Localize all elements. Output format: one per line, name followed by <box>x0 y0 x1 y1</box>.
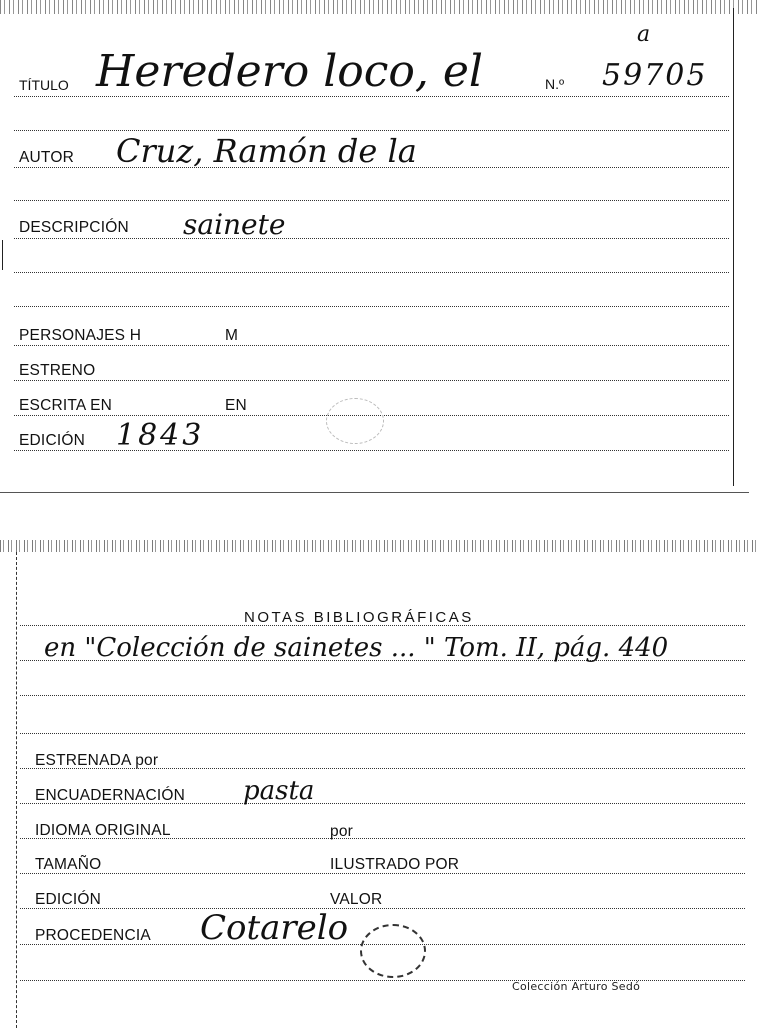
tamano-label: TAMAÑO <box>35 856 102 873</box>
edicion-label: EDICIÓN <box>19 432 85 449</box>
descripcion-label: DESCRIPCIÓN <box>19 219 129 236</box>
descripcion-value: sainete <box>183 208 286 241</box>
personajes-m-label: M <box>225 327 239 344</box>
encuadernacion-label: ENCUADERNACIÓN <box>35 787 186 804</box>
numero-value: 59705 <box>602 58 708 93</box>
estrenada-label: ESTRENADA por <box>35 752 159 769</box>
escrita-en-location-label: EN <box>225 397 247 414</box>
row-line <box>14 306 729 307</box>
card-left-mark <box>2 240 3 270</box>
row-line <box>20 695 745 696</box>
faint-stamp-mark <box>326 398 384 444</box>
row-line <box>20 733 745 734</box>
notas-bibliograficas-heading: NOTAS BIBLIOGRÁFICAS <box>244 609 474 626</box>
procedencia-label: PROCEDENCIA <box>35 927 151 944</box>
card-right-border <box>733 8 734 486</box>
idioma-por-label: por <box>330 823 354 840</box>
row-line <box>14 238 729 239</box>
row-line <box>14 130 729 131</box>
scan-noise-top <box>0 0 759 14</box>
numero-label: N.º <box>545 76 565 92</box>
notas-value: en "Colección de sainetes ... " Tom. II, pág. 440 <box>44 633 669 663</box>
ilustrado-por-label: ILUSTRADO POR <box>330 856 460 873</box>
estreno-label: ESTRENO <box>19 362 96 379</box>
titulo-value: Heredero loco, el <box>96 46 483 97</box>
row-line <box>14 345 729 346</box>
library-stamp <box>360 924 426 978</box>
escrita-en-label: ESCRITA EN <box>19 397 113 414</box>
procedencia-value: Cotarelo <box>200 908 349 948</box>
encuadernacion-value: pasta <box>243 776 315 806</box>
valor-label: VALOR <box>330 891 383 908</box>
idioma-original-label: IDIOMA ORIGINAL <box>35 822 171 839</box>
edicion-value: 1843 <box>116 418 205 453</box>
autor-label: AUTOR <box>19 149 74 166</box>
row-line <box>14 200 729 201</box>
personajes-h-label: PERSONAJES H <box>19 327 142 344</box>
autor-value: Cruz, Ramón de la <box>116 132 417 170</box>
card-bottom-edge <box>0 492 749 493</box>
row-line <box>14 272 729 273</box>
card-left-border <box>16 552 17 1028</box>
titulo-label: TÍTULO <box>19 77 69 93</box>
collection-footer: Colección Arturo Sedó <box>512 980 641 993</box>
row-line <box>20 908 745 909</box>
row-line <box>14 380 729 381</box>
scan-noise-middle <box>0 540 759 552</box>
edicion-bottom-label: EDICIÓN <box>35 891 101 908</box>
numero-suffix: a <box>637 22 651 47</box>
